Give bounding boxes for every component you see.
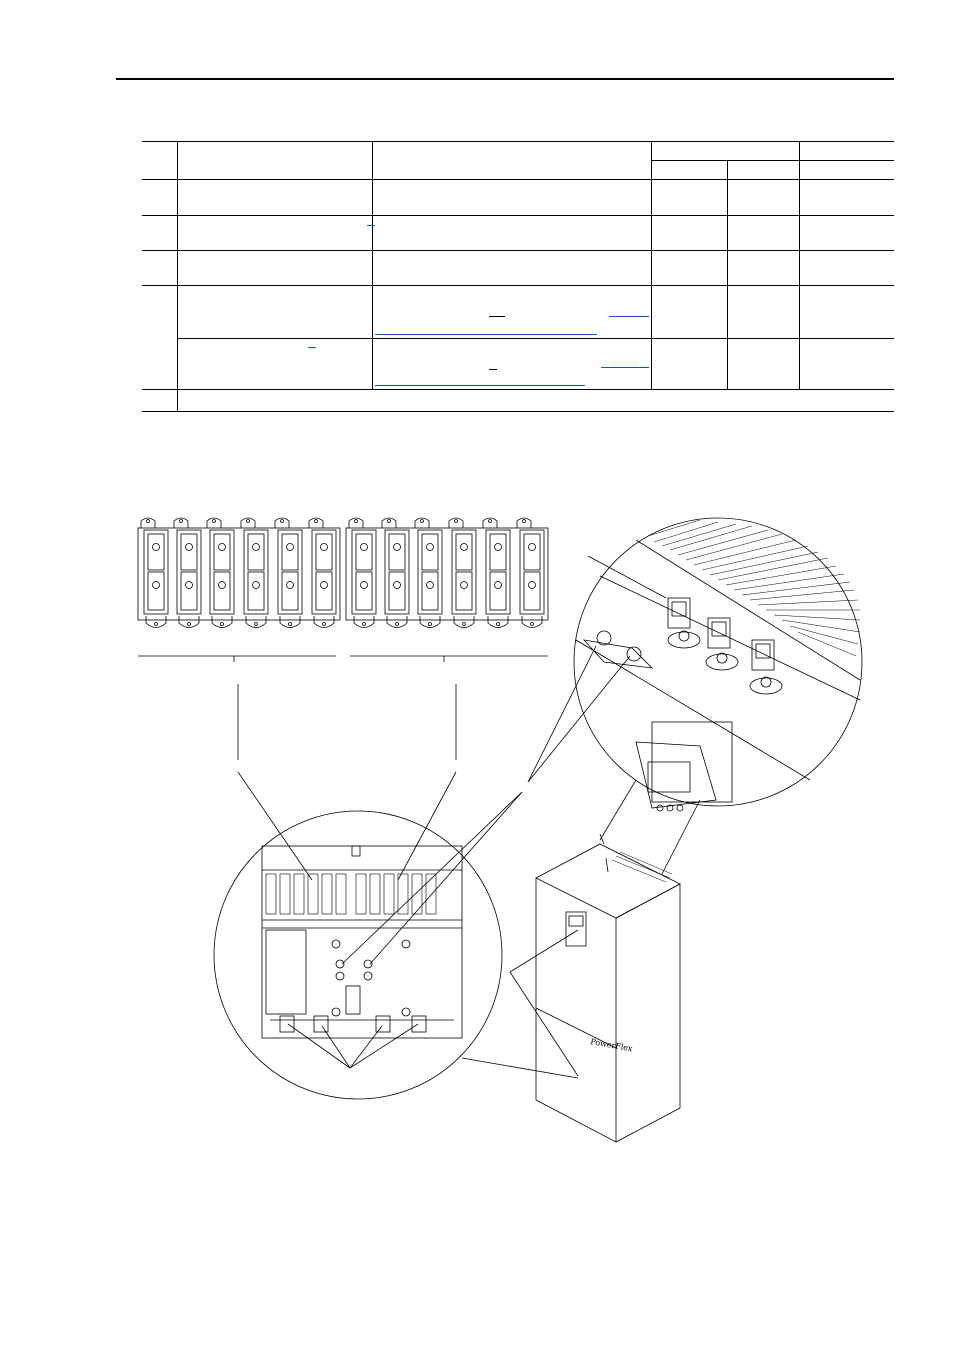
hmi-keypad [636,722,732,811]
ground-lug [750,640,782,694]
ground-lug [668,598,700,648]
drive-cabinet [510,780,700,1142]
magnified-front-view [214,811,578,1099]
magnified-top-view [574,518,862,811]
ground-lug [706,618,738,670]
terminal-block-left [138,518,340,628]
brand-label: PowerFlex [589,1037,634,1054]
terminal-block-right [346,518,548,628]
